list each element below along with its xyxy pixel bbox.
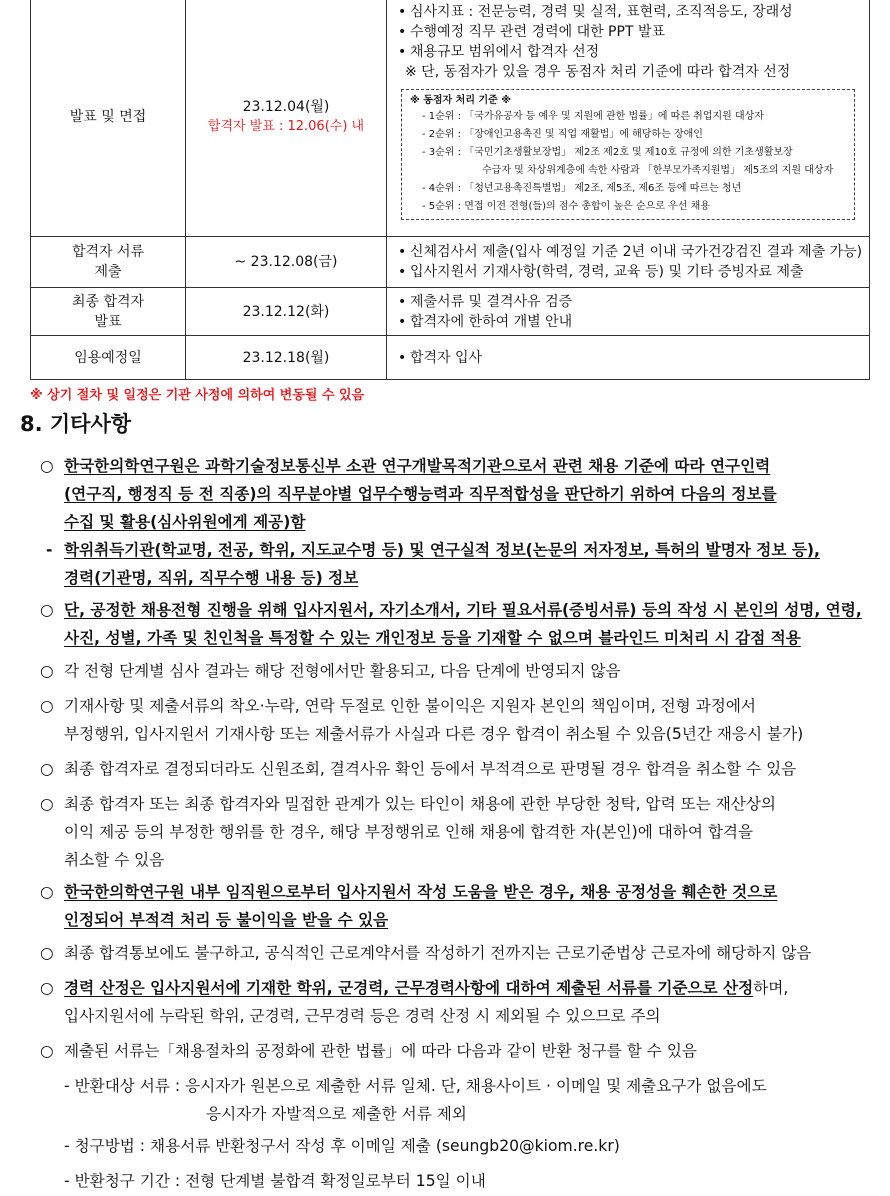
list-item: [40, 600, 862, 620]
date-label: 23.12.04(월): [242, 98, 330, 115]
item-text: 수집 및 활용(심사위원에게 제공)함: [64, 513, 306, 531]
stage-cell: [31, 288, 186, 336]
list-item: • 합격자 입사: [397, 348, 869, 368]
date-cell: [186, 288, 387, 336]
tie-rule: - 1순위 : 「국가유공자 등 예우 및 지원에 관한 법률」에 따른 취업지원 대상자: [422, 111, 764, 122]
stage-label: 합격자 서류: [71, 244, 145, 260]
dash-bullet: -: [46, 541, 53, 559]
tie-rule: - 2순위 : 「장애인고용촉진 및 직업 재활법」에 해당하는 장애인: [422, 129, 703, 140]
circle-bullet: ○: [40, 601, 54, 619]
list-item: • 입사지원서 기재사항(학력, 경력, 교육 등) 및 기타 증빙자료 제출: [397, 262, 869, 282]
list-item: • 수행예정 직무 관련 경력에 대한 PPT 발표: [397, 22, 869, 42]
item-text: - 반환청구 기간 : 전형 단계별 불합격 확정일로부터 15일 이내: [64, 1172, 486, 1190]
stage-label: 제출: [94, 264, 122, 280]
tie-rule: - 5순위 : 면접 이전 전형(들)의 점수 총합이 높은 순으로 우선 채용: [422, 201, 710, 212]
schedule-table: [30, 0, 870, 380]
section-title: 8. 기타사항: [20, 412, 132, 436]
detail-list: [397, 242, 869, 282]
table-row: [31, 288, 870, 336]
list-item: [40, 759, 796, 779]
circle-bullet: ○: [40, 944, 54, 962]
detail-cell: [387, 0, 870, 237]
date-label: 23.12.12(화): [242, 303, 330, 320]
stage-cell: [31, 237, 186, 288]
date-label: 23.12.18(월): [242, 349, 330, 366]
schedule-footnote: ※ 상기 절차 및 일정은 기관 사정에 의하여 변동될 수 있음: [30, 388, 365, 403]
item-text: 취소할 수 있음: [64, 851, 165, 869]
list-item-cont: [64, 850, 164, 870]
list-item-cont: [64, 910, 388, 930]
stage-cell: [31, 0, 186, 237]
item-text: 사진, 성별, 가족 및 친인척을 특정할 수 있는 개인정보 등을 기재할 수 없으며 블라인드 미처리 시 감점 적용: [64, 629, 801, 647]
table-row: [31, 237, 870, 288]
item-text: 입사지원서에 누락된 학위, 군경력, 근무경력 등은 경력 산정 시 제외될 수 있으므로 주의: [64, 1007, 661, 1025]
tie-note: ※ 단, 동점자가 있을 경우 동점자 처리 기준에 따라 합격자 선정: [405, 64, 791, 80]
sub-item: [64, 1171, 486, 1191]
item-text: 최종 합격통보에도 불구하고, 공식적인 근로계약서를 작성하기 전까지는 근로기준법상 근로자에 해당하지 않음: [64, 944, 812, 962]
table-row: [31, 336, 870, 380]
item-text: 응시자가 자발적으로 제출한 서류 제외: [206, 1105, 467, 1123]
item-text: (연구직, 행정직 등 전 직종)의 직무분야별 업무수행능력과 직무적합성을 판단하기 위하여 다음의 정보를: [64, 485, 777, 503]
list-item: [40, 794, 776, 814]
list-item: • 신체검사서 제출(입사 예정일 기준 2년 이내 국가건강검진 결과 제출 가능): [397, 242, 869, 262]
item-text: 기재사항 및 제출서류의 착오·누락, 연락 두절로 인한 불이익은 지원자 본인의 책임이며, 전형 과정에서: [64, 697, 756, 715]
stage-cell: [31, 336, 186, 380]
stage-label: 임용예정일: [74, 349, 142, 366]
list-item-cont: [64, 628, 801, 648]
detail-cell: [387, 336, 870, 380]
item-text: 학위취득기관(학교명, 전공, 학위, 지도교수명 등) 및 연구실적 정보(논문의 저자정보, 특허의 발명자 정보 등),: [64, 541, 820, 559]
circle-bullet: ○: [40, 760, 54, 778]
item-text: - 청구방법 : 채용서류 반환청구서 작성 후 이메일 제출 (seungb20@kiom.re.kr): [64, 1137, 620, 1155]
item-text-emphasis: 경력 산정은 입사지원서에 기재한 학위, 군경력, 근무경력사항에 대하여 제출된 서류를 기준으로 산정: [64, 979, 754, 997]
list-item: • 제출서류 및 결격사유 검증: [397, 292, 869, 312]
list-item-cont: [64, 724, 803, 744]
sub-item: [64, 1136, 620, 1156]
list-item-cont: [64, 568, 358, 588]
list-item-cont: [64, 512, 305, 532]
item-text: 한국한의학연구원은 과학기술정보통신부 소관 연구개발목적기관으로서 관련 채용 기준에 따라 연구인력: [64, 457, 771, 475]
circle-bullet: ○: [40, 697, 54, 715]
date-label: ~ 23.12.08(금): [234, 254, 338, 270]
tie-rule: - 3순위 : 「국민기초생활보장법」 제2조 제2호 및 제10호 규정에 의한 기초생활보장: [422, 147, 793, 158]
detail-cell: [387, 237, 870, 288]
item-text: 인정되어 부적격 처리 등 불이익을 받을 수 있음: [64, 911, 389, 929]
detail-list: [397, 348, 869, 368]
circle-bullet: ○: [40, 1042, 54, 1060]
announce-date-note: 합격자 발표 : 12.06(수) 내: [207, 118, 365, 134]
detail-cell: [387, 288, 870, 336]
item-text: 최종 합격자로 결정되더라도 신원조회, 결격사유 확인 등에서 부적격으로 판명될 경우 합격을 취소할 수 있음: [64, 760, 797, 778]
stage-label: 최종 합격자: [71, 293, 145, 310]
detail-list: [397, 2, 869, 62]
circle-bullet: ○: [40, 662, 54, 680]
item-text: 단, 공정한 채용전형 진행을 위해 입사지원서, 자기소개서, 기타 필요서류(증빙서류) 등의 작성 시 본인의 성명, 연령,: [64, 601, 862, 619]
list-item: • 심사지표 : 전문능력, 경력 및 실적, 표현력, 조직적응도, 장래성: [397, 2, 869, 22]
list-item: [40, 882, 777, 902]
date-cell: [186, 0, 387, 237]
tie-breaker-box: [401, 89, 855, 220]
item-text: 부정행위, 입사지원서 기재사항 또는 제출서류가 사실과 다른 경우 합격이 취소될 수 있음(5년간 재응시 불가): [64, 725, 804, 743]
tie-breaker-title: ※ 동점자 처리 기준 ※: [410, 95, 511, 106]
list-item: [40, 661, 621, 681]
tie-rule: 수급자 및 차상위계층에 속한 사람과 「한부모가족지원법」 제5조의 지원 대상자: [482, 165, 834, 176]
item-text: 한국한의학연구원 내부 임직원으로부터 입사지원서 작성 도움을 받은 경우, 채용 공정성을 훼손한 것으로: [64, 883, 778, 901]
circle-bullet: ○: [40, 883, 54, 901]
item-text: 이익 제공 등의 부정한 행위를 한 경우, 해당 부정행위로 인해 채용에 합격한 자(본인)에 대하여 합격을: [64, 823, 754, 841]
list-item: [40, 1041, 697, 1061]
sub-item: [64, 1076, 767, 1096]
list-item-cont: [64, 822, 753, 842]
tie-rule: - 4순위 : 「청년고용촉진특별법」 제2조, 제5조, 제6조 등에 따르는 청년: [422, 183, 742, 194]
item-text: 각 전형 단계별 심사 결과는 해당 전형에서만 활용되고, 다음 단계에 반영되지 않음: [64, 662, 621, 680]
list-item: [40, 943, 811, 963]
list-item: [40, 696, 756, 716]
item-text: 제출된 서류는「채용절차의 공정화에 관한 법률」에 따라 다음과 같이 반환 청구를 할 수 있음: [64, 1042, 697, 1060]
item-text: 경력(기관명, 직위, 직무수행 내용 등) 정보: [64, 569, 359, 587]
list-item: • 합격자에 한하여 개별 안내: [397, 312, 869, 332]
item-text: - 반환대상 서류 : 응시자가 원본으로 제출한 서류 일체. 단, 채용사이트 · 이메일 및 제출요구가 없음에도: [64, 1077, 767, 1095]
list-item-cont: [64, 1006, 661, 1026]
sub-item-cont: [206, 1104, 467, 1124]
detail-list: [397, 292, 869, 332]
table-row: [31, 0, 870, 237]
stage-label: 발표 및 면접: [69, 108, 147, 125]
stage-label: 발표: [94, 313, 122, 330]
circle-bullet: ○: [40, 457, 54, 475]
list-item: [40, 978, 788, 998]
item-text: 최종 합격자 또는 최종 합격자와 밀접한 관계가 있는 타인이 채용에 관한 부당한 청탁, 압력 또는 재산상의: [64, 795, 776, 813]
list-item-cont: [64, 484, 777, 504]
date-cell: [186, 237, 387, 288]
date-cell: [186, 336, 387, 380]
circle-bullet: ○: [40, 795, 54, 813]
list-item: • 채용규모 범위에서 합격자 선정: [397, 42, 869, 62]
list-item: [46, 540, 820, 560]
item-text: 하며,: [753, 979, 789, 997]
circle-bullet: ○: [40, 979, 54, 997]
list-item: [40, 456, 770, 476]
